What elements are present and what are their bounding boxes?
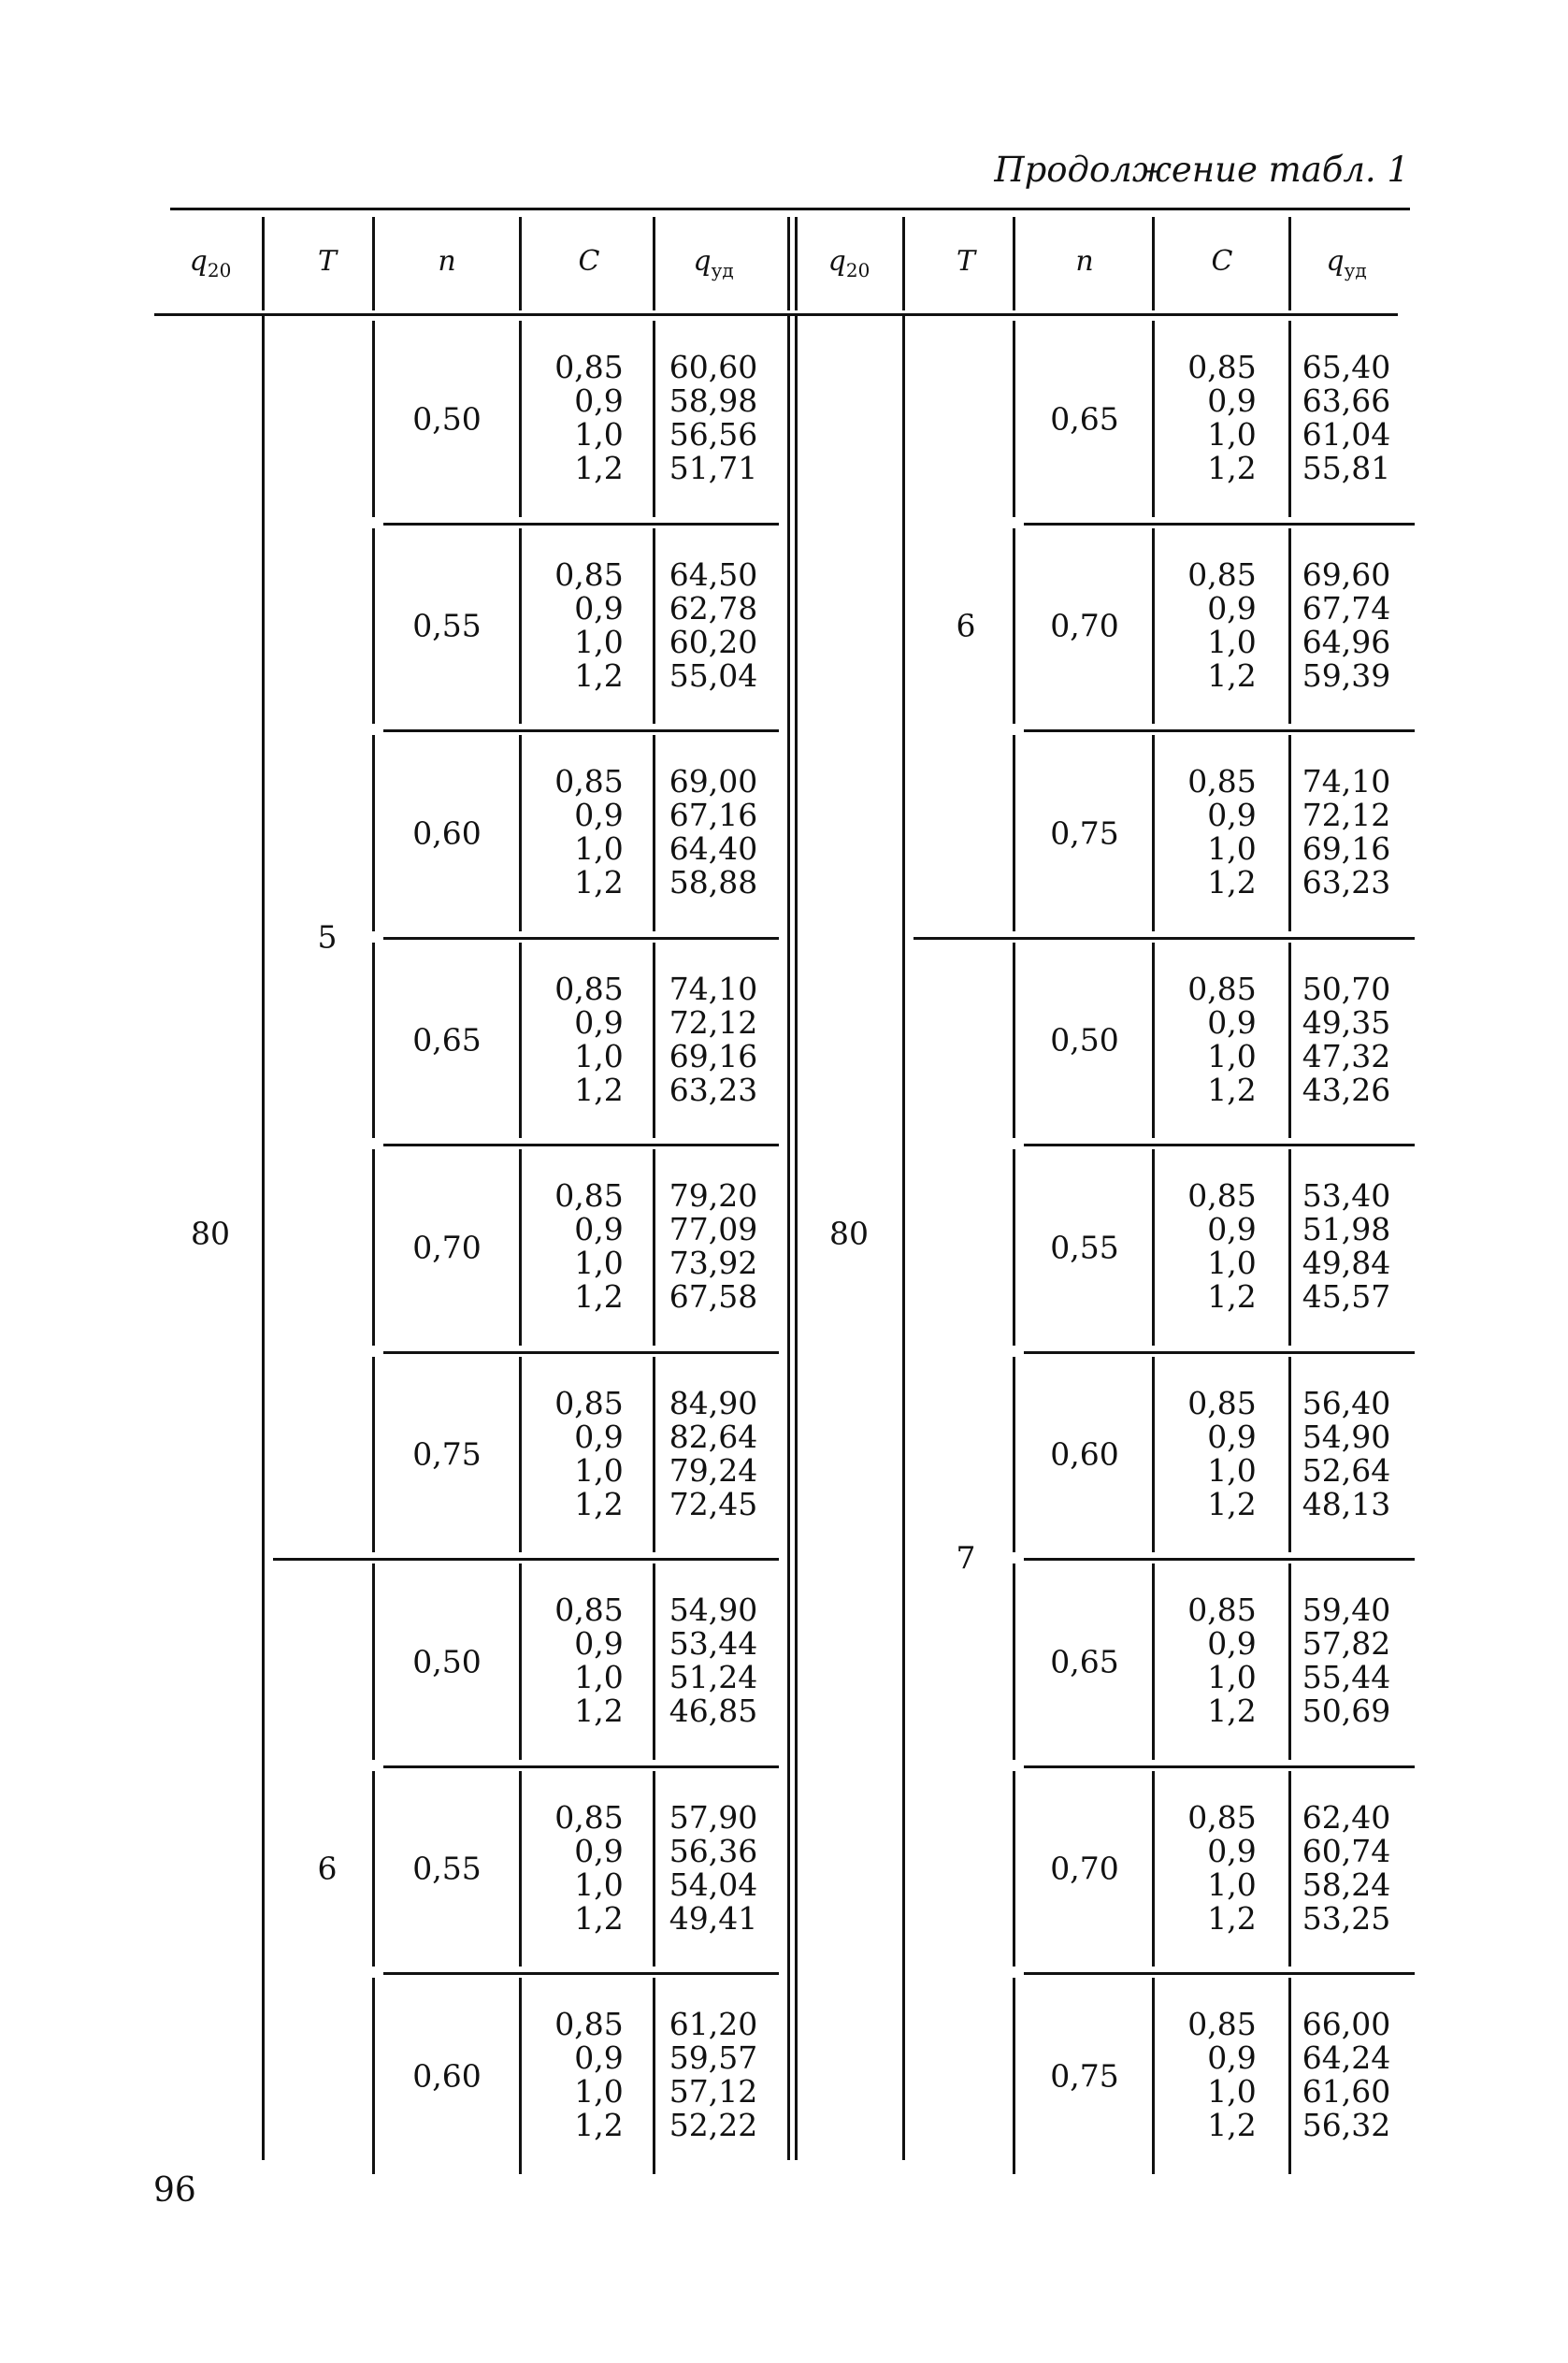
rule-horizontal [383, 523, 779, 526]
n-value: 0,70 [412, 1229, 482, 1266]
c-values: 0,85 0,9 1,0 1,2 [554, 1384, 624, 1522]
rule-vertical [519, 1771, 522, 1967]
n-value: 0,55 [412, 607, 482, 644]
c-values: 0,85 0,9 1,0 1,2 [554, 1798, 624, 1937]
rule-vertical [372, 217, 375, 310]
rule-horizontal [1024, 729, 1415, 732]
rule-vertical [1013, 943, 1015, 1139]
page-title: Продолжение табл. 1 [994, 150, 1409, 190]
column-header: n [1075, 245, 1094, 278]
rule-vertical [372, 528, 375, 725]
rule-vertical [653, 1978, 655, 2174]
rule-horizontal [383, 1351, 779, 1354]
c-values: 0,85 0,9 1,0 1,2 [1187, 1798, 1257, 1937]
n-value: 0,65 [1050, 400, 1119, 438]
rule-vertical [1288, 735, 1291, 931]
q-values: 60,60 58,98 56,56 51,71 [669, 349, 758, 486]
c-values: 0,85 0,9 1,0 1,2 [554, 1592, 624, 1729]
n-value: 0,50 [412, 1643, 482, 1680]
rule-vertical [1152, 943, 1155, 1139]
rule-vertical [262, 315, 265, 2160]
q-values: 69,00 67,16 64,40 58,88 [669, 763, 758, 901]
q-values: 53,40 51,98 49,84 45,57 [1302, 1177, 1391, 1315]
column-header: C [578, 245, 600, 278]
q-values: 74,10 72,12 69,16 63,23 [1302, 763, 1391, 901]
rule-horizontal [273, 1558, 779, 1561]
rule-vertical [653, 1771, 655, 1967]
rule-vertical [372, 321, 375, 517]
rule-vertical [519, 321, 522, 517]
column-header: $q_{уд}$ [1326, 245, 1367, 281]
q-values: 54,90 53,44 51,24 46,85 [669, 1592, 758, 1729]
column-header: $q_{уд}$ [693, 245, 734, 281]
rule-horizontal [1024, 1765, 1415, 1768]
n-value: 0,65 [412, 1021, 482, 1059]
column-header: C [1211, 245, 1233, 278]
rule-vertical [653, 735, 655, 931]
c-values: 0,85 0,9 1,0 1,2 [554, 2006, 624, 2143]
T-value: 6 [956, 607, 976, 644]
n-value: 0,75 [412, 1435, 482, 1473]
q20-value: 80 [191, 1215, 230, 1251]
q20-value: 80 [829, 1215, 869, 1251]
rule-vertical [1152, 1978, 1155, 2174]
c-values: 0,85 0,9 1,0 1,2 [554, 1177, 624, 1315]
rule-vertical [372, 1149, 375, 1346]
rule-vertical [1013, 1978, 1015, 2174]
rule-horizontal [383, 1765, 779, 1768]
c-values: 0,85 0,9 1,0 1,2 [554, 763, 624, 901]
rule-vertical [1288, 1563, 1291, 1760]
n-value: 0,60 [412, 2057, 482, 2095]
rule-vertical [1013, 528, 1015, 725]
q-values: 65,40 63,66 61,04 55,81 [1302, 349, 1391, 486]
rule-vertical [653, 321, 655, 517]
n-value: 0,70 [1050, 1850, 1119, 1887]
column-header: $q_{20}$ [827, 245, 870, 281]
rule-vertical [372, 943, 375, 1139]
q-values: 79,20 77,09 73,92 67,58 [669, 1177, 758, 1315]
q-values: 64,50 62,78 60,20 55,04 [669, 555, 758, 694]
rule-horizontal [913, 937, 1415, 940]
q-values: 61,20 59,57 57,12 52,22 [669, 2006, 758, 2143]
rule-vertical [653, 528, 655, 725]
rule-vertical [519, 943, 522, 1139]
rule-vertical [653, 1149, 655, 1346]
T-value: 5 [317, 918, 338, 955]
rule-vertical [1152, 1771, 1155, 1967]
rule-vertical [795, 217, 798, 310]
q-values: 50,70 49,35 47,32 43,26 [1302, 970, 1391, 1108]
n-value: 0,70 [1050, 607, 1119, 644]
c-values: 0,85 0,9 1,0 1,2 [1187, 1384, 1257, 1522]
rule-vertical [372, 1563, 375, 1760]
rule-vertical [1152, 528, 1155, 725]
c-values: 0,85 0,9 1,0 1,2 [1187, 2006, 1257, 2143]
q-values: 56,40 54,90 52,64 48,13 [1302, 1384, 1391, 1522]
n-value: 0,75 [1050, 2057, 1119, 2095]
rule-horizontal [1024, 1558, 1415, 1561]
rule-vertical [1013, 1357, 1015, 1553]
rule-vertical [795, 315, 798, 2160]
n-value: 0,50 [412, 400, 482, 438]
c-values: 0,85 0,9 1,0 1,2 [1187, 970, 1257, 1108]
rule-vertical [653, 1563, 655, 1760]
rule-horizontal [1024, 523, 1415, 526]
rule-horizontal [383, 1144, 779, 1146]
q-values: 59,40 57,82 55,44 50,69 [1302, 1592, 1391, 1729]
rule-vertical [372, 1357, 375, 1553]
rule-vertical [1013, 735, 1015, 931]
n-value: 0,75 [1050, 814, 1119, 852]
rule-vertical [1013, 1149, 1015, 1346]
rule-vertical [372, 1978, 375, 2174]
page-number: 96 [153, 2171, 196, 2210]
rule-vertical [372, 735, 375, 931]
rule-vertical [1288, 943, 1291, 1139]
rule-horizontal [383, 729, 779, 732]
c-values: 0,85 0,9 1,0 1,2 [1187, 1177, 1257, 1315]
rule-horizontal [383, 1972, 779, 1975]
rule-vertical [1013, 217, 1015, 310]
rule-horizontal [1024, 1972, 1415, 1975]
column-header: $q_{20}$ [189, 245, 232, 281]
c-values: 0,85 0,9 1,0 1,2 [554, 970, 624, 1108]
rule-horizontal [154, 313, 1398, 316]
c-values: 0,85 0,9 1,0 1,2 [554, 349, 624, 486]
rule-vertical [787, 315, 790, 2160]
q-values: 57,90 56,36 54,04 49,41 [669, 1798, 758, 1937]
rule-horizontal [383, 937, 779, 940]
T-value: 6 [317, 1850, 338, 1887]
rule-vertical [1288, 321, 1291, 517]
n-value: 0,50 [1050, 1021, 1119, 1059]
column-header: n [438, 245, 456, 278]
q-values: 84,90 82,64 79,24 72,45 [669, 1384, 758, 1522]
rule-horizontal [170, 208, 1410, 210]
rule-vertical [1152, 217, 1155, 310]
q-values: 69,60 67,74 64,96 59,39 [1302, 555, 1391, 694]
rule-vertical [1013, 1563, 1015, 1760]
n-value: 0,60 [1050, 1435, 1119, 1473]
rule-vertical [1152, 1357, 1155, 1553]
rule-vertical [519, 1357, 522, 1553]
rule-vertical [519, 528, 522, 725]
rule-vertical [1152, 1149, 1155, 1346]
c-values: 0,85 0,9 1,0 1,2 [1187, 1592, 1257, 1729]
rule-vertical [787, 217, 790, 310]
rule-vertical [1013, 321, 1015, 517]
rule-vertical [902, 315, 905, 2160]
rule-horizontal [1024, 1144, 1415, 1146]
rule-vertical [653, 1357, 655, 1553]
rule-vertical [519, 735, 522, 931]
c-values: 0,85 0,9 1,0 1,2 [1187, 555, 1257, 694]
c-values: 0,85 0,9 1,0 1,2 [554, 555, 624, 694]
rule-vertical [1152, 735, 1155, 931]
column-header: T [317, 245, 338, 278]
rule-vertical [1288, 1357, 1291, 1553]
n-value: 0,55 [412, 1850, 482, 1887]
rule-vertical [1288, 1149, 1291, 1346]
rule-vertical [372, 1771, 375, 1967]
rule-vertical [1288, 1978, 1291, 2174]
q-values: 74,10 72,12 69,16 63,23 [669, 970, 758, 1108]
rule-horizontal [1024, 1351, 1415, 1354]
c-values: 0,85 0,9 1,0 1,2 [1187, 349, 1257, 486]
q-values: 62,40 60,74 58,24 53,25 [1302, 1798, 1391, 1937]
rule-vertical [1152, 321, 1155, 517]
rule-vertical [653, 217, 655, 310]
rule-vertical [1288, 217, 1291, 310]
rule-vertical [1152, 1563, 1155, 1760]
c-values: 0,85 0,9 1,0 1,2 [1187, 763, 1257, 901]
n-value: 0,60 [412, 814, 482, 852]
T-value: 7 [956, 1539, 976, 1577]
rule-vertical [262, 217, 265, 310]
rule-vertical [1013, 1771, 1015, 1967]
rule-vertical [653, 943, 655, 1139]
rule-vertical [1288, 1771, 1291, 1967]
rule-vertical [519, 217, 522, 310]
n-value: 0,65 [1050, 1643, 1119, 1680]
rule-vertical [519, 1149, 522, 1346]
rule-vertical [1288, 528, 1291, 725]
q-values: 66,00 64,24 61,60 56,32 [1302, 2006, 1391, 2143]
rule-vertical [519, 1563, 522, 1760]
rule-vertical [902, 217, 905, 310]
rule-vertical [519, 1978, 522, 2174]
column-header: T [956, 245, 976, 278]
n-value: 0,55 [1050, 1229, 1119, 1266]
